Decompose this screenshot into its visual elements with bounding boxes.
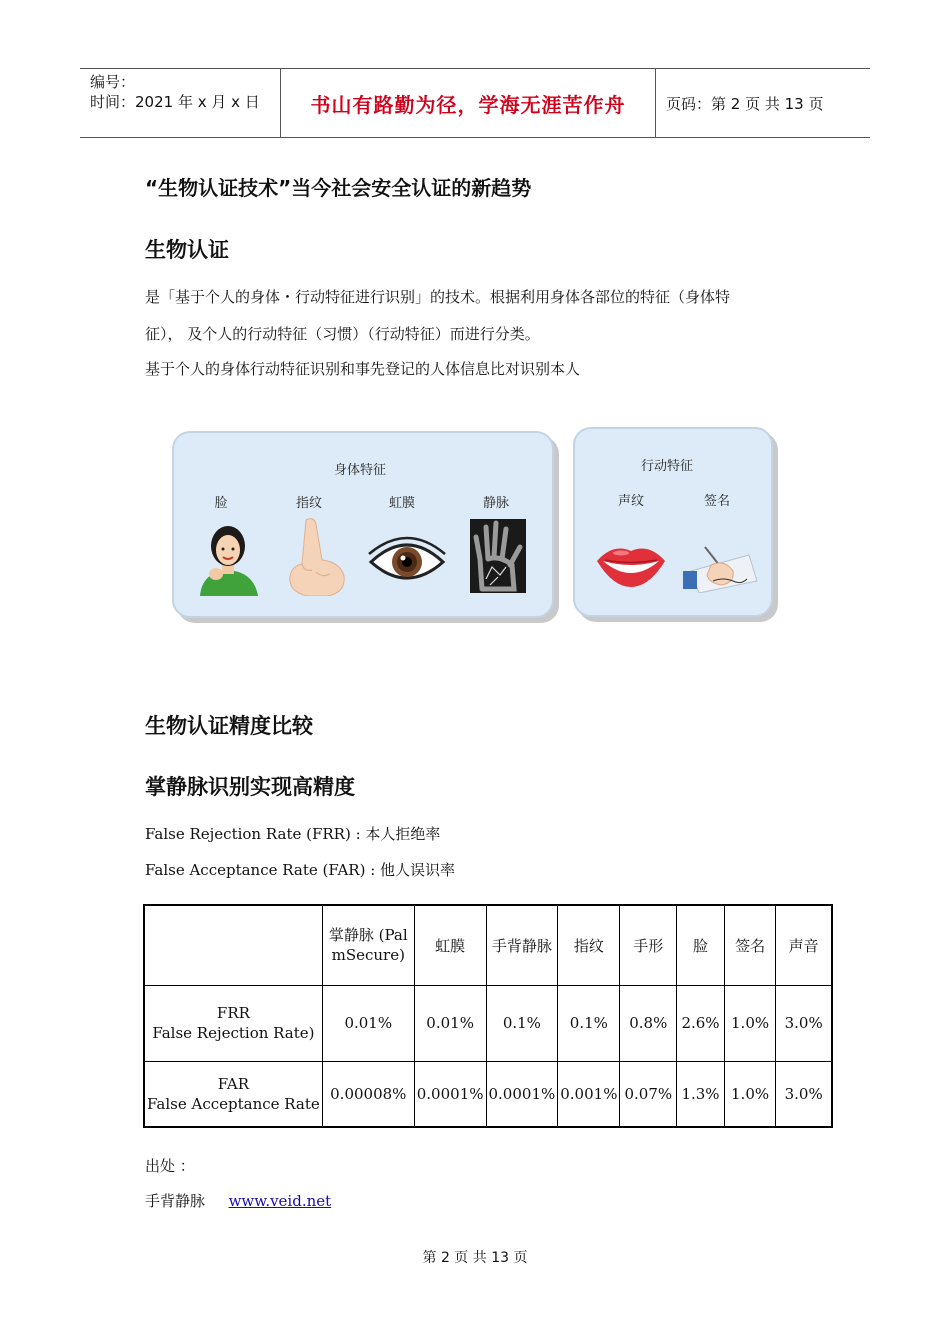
frr-definition: False Rejection Rate (FRR) : 本人拒绝率 [145, 825, 441, 843]
source-link[interactable]: www.veid.net [228, 1192, 332, 1210]
far-definition: False Acceptance Rate (FAR) : 他人误识率 [145, 861, 456, 879]
table-header-fingerprint: 指纹 [558, 905, 620, 985]
header-page-info: 页码：第 2 页 共 13 页 [666, 94, 824, 113]
table-cell: 1.3% [677, 1061, 725, 1127]
table-row [144, 1061, 832, 1127]
section-subheading-palm-vein: 掌静脉识别实现高精度 [145, 775, 355, 799]
fingerprint-icon [282, 516, 352, 596]
table-row [144, 985, 832, 1061]
face-label: 脸 [214, 496, 228, 511]
table-cell: 1.0% [724, 1061, 775, 1127]
table-header-hand-shape: 手形 [620, 905, 677, 985]
frr-label-long: False Rejection Rate) [152, 1024, 315, 1042]
table-cell: 3.0% [776, 985, 832, 1061]
intro-paragraph-line-2: 征）， 及个人的行动特征（习惯）（行动特征）而进行分类。 [145, 325, 540, 343]
table-cell: 0.01% [414, 985, 486, 1061]
source-item-label: 手背静脉 [145, 1192, 206, 1210]
table-cell: 0.0001% [414, 1061, 486, 1127]
header-motto-cell [281, 69, 656, 137]
physical-features-title: 身体特征 [334, 463, 387, 478]
table-cell: 0.001% [558, 1061, 620, 1127]
table-cell: 0.07% [620, 1061, 677, 1127]
accuracy-comparison-table [143, 904, 833, 1128]
frr-label-short: FRR [216, 1004, 250, 1022]
table-cell: 1.0% [724, 985, 775, 1061]
table-cell: 3.0% [776, 1061, 832, 1127]
behavioral-features-title: 行动特征 [641, 459, 694, 474]
table-cell: 0.00008% [322, 1061, 414, 1127]
physical-features-panel [172, 431, 554, 618]
signature-label: 签名 [703, 494, 730, 509]
frr-row-label [144, 985, 322, 1061]
table-header-row [144, 905, 832, 985]
table-header-palm-vein [322, 905, 414, 985]
table-cell: 0.1% [486, 985, 558, 1061]
page-footer: 第 2 页 共 13 页 [422, 1250, 528, 1266]
section-heading-biometric: 生物认证 [145, 238, 229, 262]
vein-icon [470, 519, 526, 593]
table-cell: 0.8% [620, 985, 677, 1061]
far-label-short: FAR [217, 1074, 250, 1093]
palm-vein-header-text: 掌静脉 (PalmSecure) [328, 926, 408, 965]
signature-icon [683, 541, 759, 593]
table-cell: 0.0001% [486, 1061, 558, 1127]
table-cell: 0.1% [558, 985, 620, 1061]
table-header-voice: 声音 [776, 905, 832, 985]
table-header-face: 脸 [677, 905, 725, 985]
iris-label: 虹膜 [388, 496, 415, 511]
behavioral-features-panel [573, 427, 773, 617]
table-cell: 2.6% [677, 985, 725, 1061]
face-icon [194, 516, 262, 596]
voice-icon [595, 539, 667, 589]
far-row-label [144, 1061, 322, 1127]
header-meta [80, 69, 281, 137]
iris-icon [367, 532, 447, 590]
vein-label: 静脉 [482, 496, 509, 511]
section-heading-accuracy: 生物认证精度比较 [145, 714, 313, 738]
page-header [80, 68, 870, 138]
table-cell: 0.01% [322, 985, 414, 1061]
table-header-iris: 虹膜 [414, 905, 486, 985]
intro-paragraph-line-1: 是「基于个人的身体・行动特征进行识别」的技术。根据利用身体各部位的特征（身体特 [145, 288, 731, 306]
header-motto: 书山有路勤为径，学海无涯苦作舟 [310, 92, 626, 117]
document-title: “生物认证技术”当今社会安全认证的新趋势 [145, 176, 532, 200]
far-label-long: False Acceptance Rate [147, 1094, 320, 1113]
table-header-empty [144, 905, 322, 985]
fingerprint-label: 指纹 [295, 496, 322, 511]
document-number: 编号： [90, 73, 136, 91]
voice-label: 声纹 [617, 494, 644, 509]
table-header-back-hand-vein: 手背静脉 [486, 905, 558, 985]
table-header-signature: 签名 [724, 905, 775, 985]
document-date: 时间：2021 年 x 月 x 日 [90, 93, 260, 111]
intro-paragraph-line-3: 基于个人的身体行动特征识别和事先登记的人体信息比对识别本人 [145, 360, 581, 378]
source-label: 出处 ： [145, 1157, 195, 1175]
source-line [145, 1191, 331, 1211]
